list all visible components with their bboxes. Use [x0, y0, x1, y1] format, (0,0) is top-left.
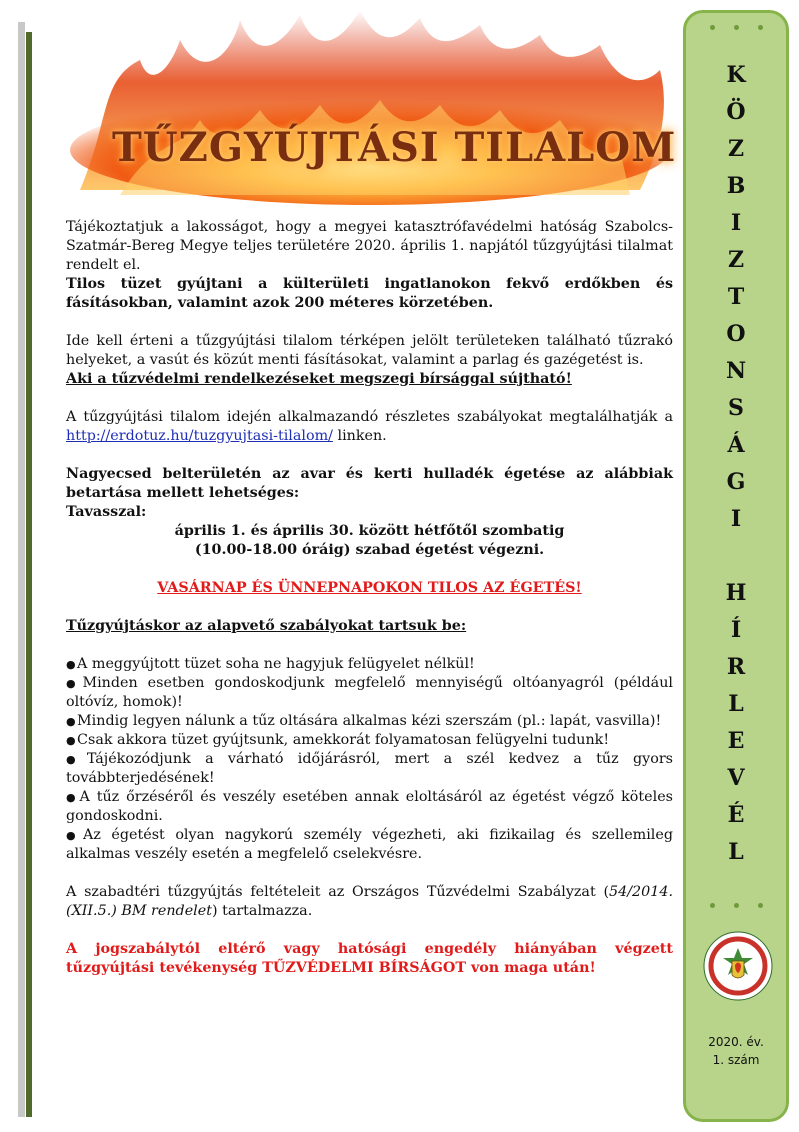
spring-line-1: április 1. és április 30. között hétfőtől szombatig: [174, 523, 565, 539]
left-edge-grey: [18, 22, 25, 1117]
regulation-text: A szabadtéri tűzgyújtás feltételeit az Országos Tűzvédelmi Szabályzat (54/2014. (XII.5.) BM rendelet) tartalmazza.: [66, 884, 673, 919]
fire-banner: [40, 0, 680, 210]
issue-year: 2020. év.: [708, 1035, 764, 1049]
sidebar-dots-top: [686, 25, 786, 30]
rule-item: ● Minden esetben gondoskodjunk megfelelő mennyiségű oltóanyagról (például oltóvíz, homok)!: [66, 675, 673, 710]
sunday-warning: VASÁRNAP ÉS ÜNNEPNAPOKON TILOS AZ ÉGETÉS!: [157, 580, 582, 596]
intro-text: Tájékoztatjuk a lakosságot, hogy a megyei katasztrófavédelmi hatóság Szabolcs-Szatmár-Bereg Megye teljes területére 2020. április 1. napjától tűzgyújtási tilalmat rendelt el.: [66, 219, 673, 273]
spring-line-2: (10.00-18.00 óráig) szabad égetést végezni.: [194, 542, 545, 558]
paragraph-3-tail: linken.: [332, 428, 387, 444]
rules-link[interactable]: http://erdotuz.hu/tuzgyujtasi-tilalom/: [66, 428, 333, 444]
sidebar-dots-bottom: [686, 903, 786, 908]
regulation-reference: 54/2014. (XII.5.) BM rendelet: [66, 884, 673, 919]
local-heading: Nagyecsed belterületén az avar és kerti hulladék égetése az alábbiak betartása mellett lehetséges:: [66, 466, 673, 501]
intro-bold: Tilos tüzet gyújtani a külterületi ingatlanokon fekvő erdőkben és fásításokban, valamint azok 200 méteres körzetében.: [66, 276, 673, 311]
rule-item: ● Tájékozódjunk a várható időjárásról, mert a szél kedvez a tűz gyors továbbterjedésének!: [66, 751, 673, 786]
left-edge-green: [26, 32, 32, 1117]
rule-item: ● Mindig legyen nálunk a tűz oltására alkalmas kézi szerszám (pl.: lapát, vasvilla)!: [66, 713, 662, 729]
rule-item: ● A tűz őrzéséről és veszély esetében annak eloltásáról az égetést végző köteles gondoskodni.: [66, 789, 673, 824]
spring-label: Tavasszal:: [66, 504, 147, 520]
paragraph-3: [66, 408, 673, 446]
issue-info: [686, 1033, 786, 1069]
rule-item: ● A meggyújtott tüzet soha ne hagyjuk felügyelet nélkül!: [66, 656, 475, 672]
paragraph-2: Ide kell érteni a tűzgyújtási tilalom térképen jelölt területeken található tűzrakó helyeket, a vasút és közút menti fásításokat, valamint a parlag és gazégetést is.: [66, 333, 673, 368]
main-content: [66, 218, 673, 978]
sidebar-vertical-title: K Ö Z B I Z T O N S Á G I H Í R L E V É L: [725, 62, 747, 865]
rule-item: ● Csak akkora tüzet gyújtsunk, amekkorát folyamatosan felügyelni tudunk!: [66, 732, 610, 748]
paragraph-2-bold: Aki a tűzvédelmi rendelkezéseket megszegi bírsággal sújtható!: [66, 371, 572, 387]
newsletter-sidebar: [683, 10, 789, 1122]
rule-item: ● Az égetést olyan nagykorú személy végezheti, aki fizikailag és szellemileg alkalmas veszély esetén a megfelelő cselekvésre.: [66, 827, 673, 862]
paragraph-3-text: A tűzgyújtási tilalom idején alkalmazandó részletes szabályokat megtalálhatják a: [66, 409, 673, 425]
page-title: TŰZGYÚJTÁSI TILALOM: [112, 124, 677, 171]
penalty-text: A jogszabálytól eltérő vagy hatósági engedély hiányában végzett tűzgyújtási tevékenység TŰZVÉDELMI BÍRSÁGOT von maga után!: [66, 941, 673, 976]
fire-brigade-emblem: [703, 931, 773, 1001]
rules-heading: Tűzgyújtáskor az alapvető szabályokat tartsuk be:: [66, 618, 467, 634]
issue-number: 1. szám: [712, 1053, 760, 1067]
